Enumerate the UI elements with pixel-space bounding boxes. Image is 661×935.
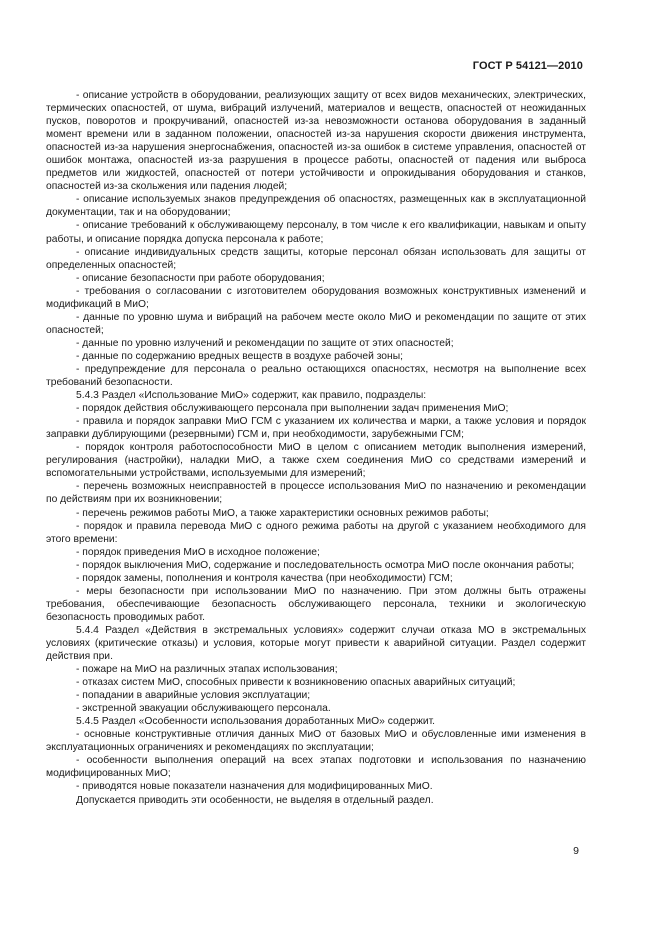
paragraph: - порядок замены, пополнения и контроля качества (при необходимости) ГСМ;	[76, 572, 453, 584]
paragraph: - данные по уровню излучений и рекомендации по защите от этих опасностей;	[76, 337, 454, 349]
paragraph: - перечень режимов работы МиО, а также характеристики основных режимов работы;	[76, 507, 489, 519]
paragraph: - правила и порядок заправки МиО ГСМ с указанием их количества и марки, а также условия и порядок заправки дублирующими (резервными) ГСМ и, при необходимости, зарубежными ГСМ;	[46, 416, 586, 441]
section-heading-5-4-5: 5.4.5 Раздел «Особенности использования доработанных МиО» содержит.	[76, 716, 436, 728]
paragraph: - экстренной эвакуации обслуживающего персонала.	[76, 703, 331, 715]
page-number: 9	[573, 845, 579, 857]
paragraph: - приводятся новые показатели назначения для модифицированных МиО.	[76, 781, 433, 793]
paragraph: - порядок и правила перевода МиО с одного режима работы на другой с указанием необходимого для этого времени:	[46, 520, 586, 545]
paragraph: - попадании в аварийные условия эксплуатации;	[76, 690, 311, 702]
paragraph: - порядок действия обслуживающего персонала при выполнении задач применения МиО;	[76, 403, 509, 415]
paragraph: - данные по уровню шума и вибраций на рабочем месте около МиО и рекомендации по защите от этих опасностей;	[46, 311, 586, 336]
paragraph: - порядок контроля работоспособности МиО в целом с описанием методик выполнения измерений, регулирования (настройки), наладки МиО, а также схем соединения МиО со средствами измерений и вспомогательными устройствами, используемыми для измерений;	[46, 442, 586, 480]
paragraph: - основные конструктивные отличия данных МиО от базовых МиО и обусловленные ими изменения в эксплуатационных ограничениях и рекомендациях по эксплуатации;	[46, 729, 586, 754]
paragraph: - требования о согласовании с изготовителем оборудования возможных конструктивных изменений и модификаций в МиО;	[46, 285, 586, 310]
paragraph: - порядок приведения МиО в исходное положение;	[76, 546, 320, 558]
section-heading-5-4-4: 5.4.4 Раздел «Действия в экстремальных условиях» содержит случаи отказа МО в экстремальных условиях (критические отказы) и условия, которые могут привести к аварийной ситуации. Раздел содержит действия при.	[46, 624, 586, 663]
paragraph: - описание используемых знаков предупреждения об опасностях, размещенных как в эксплуатационной документации, так и на оборудовании;	[46, 194, 586, 219]
section-heading-5-4-3: 5.4.3 Раздел «Использование МиО» содержит, как правило, подразделы:	[76, 390, 427, 402]
paragraph: - описание безопасности при работе оборудования;	[76, 272, 325, 284]
paragraph: - отказах систем МиО, способных привести к возникновению опасных аварийных ситуаций;	[76, 677, 516, 689]
paragraph: - описание требований к обслуживающему персоналу, в том числе к его квалификации, навыкам и опыту работы, и описание порядка допуска персонала к работе;	[46, 220, 586, 245]
paragraph: - пожаре на МиО на различных этапах использования;	[76, 664, 338, 676]
paragraph: - описание устройств в оборудовании, реализующих защиту от всех видов механических, электрических, термических опасностей, от шума, вибраций излучений, материалов и веществ, опасностей от неожиданных пусков, поворотов и прокручиваний, опасностей из-за невозможности останова оборудования в заданный момент времени или в заданном положении, опасностей из-за нарушения скорости движения инструмента, опасностей из-за нарушения энергоснабжения, опасностей из-за ошибок в системе управления, опасностей от ошибок монтажа, опасностей из-за разрушения в процессе работы, опасностей от падения или выброса предметов или жидкостей, опасностей от потери устойчивости и опрокидывания оборудования и станков, опасностей из-за скольжения или падения людей;	[46, 90, 586, 193]
paragraph: - описание индивидуальных средств защиты, которые персонал обязан использовать для защиты от определенных опасностей;	[46, 246, 586, 271]
paragraph: Допускается приводить эти особенности, не выделяя в отдельный раздел.	[76, 794, 434, 806]
paragraph: - особенности выполнения операций на всех этапах подготовки и использования по назначению модифицированных МиО;	[46, 755, 586, 780]
paragraph: - данные по содержанию вредных веществ в воздухе рабочей зоны;	[76, 350, 403, 362]
paragraph: - меры безопасности при использовании МиО по назначению. При этом должны быть отражены требования, обеспечивающие безопасность обслуживающего персонала, техники и экологическую безопасность проводимых работ.	[46, 585, 586, 623]
paragraph: - предупреждение для персонала о реально остающихся опасностях, несмотря на выполнение всех требований безопасности.	[46, 363, 586, 389]
document-header: ГОСТ Р 54121—2010	[472, 60, 583, 72]
paragraph: - перечень возможных неисправностей в процессе использования МиО по назначению и рекомендации по действиям при их возникновении;	[46, 481, 586, 506]
document-body	[46, 89, 586, 807]
paragraph: - порядок выключения МиО, содержание и последовательность осмотра МиО после окончания работы;	[76, 559, 575, 571]
